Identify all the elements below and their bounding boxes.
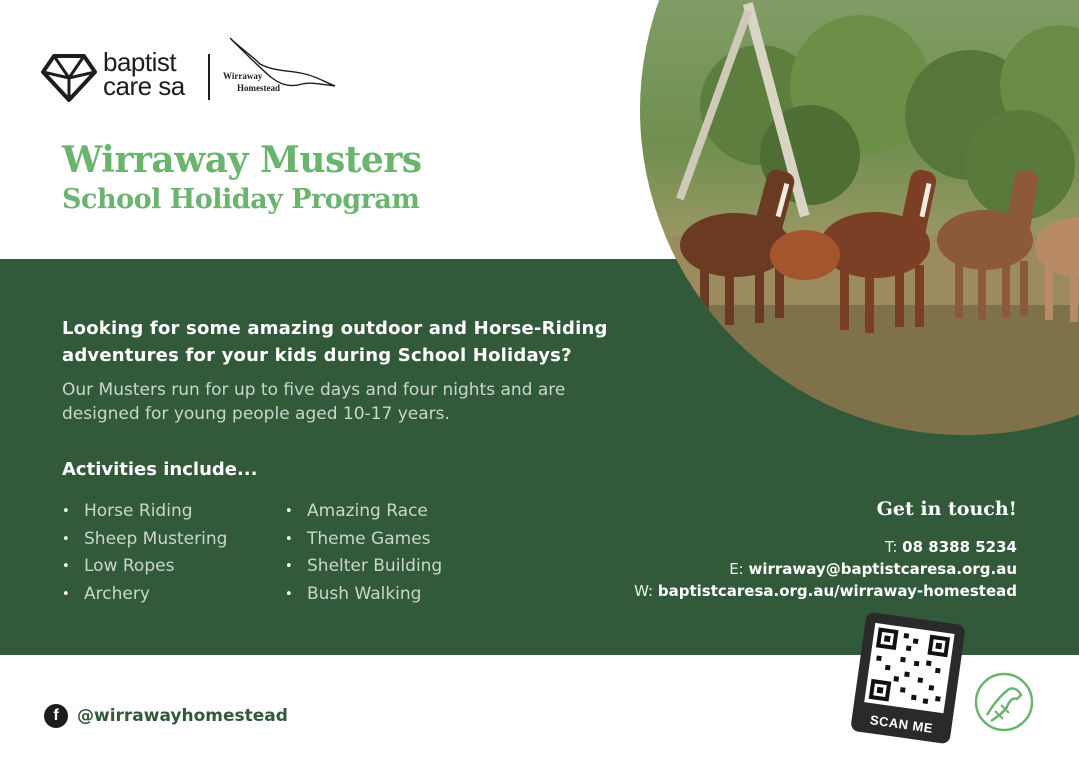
email-link[interactable]: wirraway@baptistcaresa.org.au [748, 560, 1017, 578]
list-item: • Theme Games [285, 526, 442, 554]
list-item: • Horse Riding [62, 498, 227, 526]
activities-heading: Activities include... [62, 459, 258, 480]
intro-description: Our Musters run for up to five days and four nights and are designed for young people aged 10-17 years. [62, 380, 566, 424]
activities-list-2 [285, 498, 442, 609]
logo-line-2: care sa [103, 71, 185, 101]
contact-block [634, 496, 1017, 602]
qr-code-icon [864, 623, 954, 713]
contact-phone-line [634, 536, 1017, 558]
web-label: W: [634, 582, 654, 600]
qr-caption: SCAN ME [869, 712, 934, 736]
web-link[interactable]: baptistcaresa.org.au/wirraway-homestead [657, 582, 1017, 600]
contact-web-line [634, 580, 1017, 602]
list-item: • Sheep Mustering [62, 526, 227, 554]
wirraway-wordmark [223, 70, 293, 94]
social-handle[interactable] [44, 703, 288, 729]
page-title: Wirraway Musters [62, 139, 422, 181]
email-label: E: [729, 560, 744, 578]
intro-lead: Looking for some amazing outdoor and Horse-Riding adventures for your kids during School Holidays? [62, 318, 608, 366]
baptist-care-wordmark [103, 47, 185, 101]
contact-email-line [634, 558, 1017, 580]
list-item: • Low Ropes [62, 553, 227, 581]
qr-code[interactable] [850, 612, 966, 745]
phone-label: T: [884, 538, 898, 556]
list-item: • Shelter Building [285, 553, 442, 581]
logo-line-1: baptist [103, 47, 177, 77]
phone-link[interactable]: 08 8388 5234 [902, 538, 1017, 556]
header-logos [40, 40, 350, 108]
baptist-care-logo-icon [40, 50, 98, 102]
list-item: • Amazing Race [285, 498, 442, 526]
list-item: • Bush Walking [285, 581, 442, 609]
contact-heading: Get in touch! [876, 498, 1017, 520]
partner-line-1: Wirraway [223, 71, 263, 81]
logo-divider [208, 54, 210, 100]
horses-photo [640, 0, 1079, 435]
facebook-icon: f [44, 704, 68, 728]
activities-list-1 [62, 498, 227, 609]
list-item: • Archery [62, 581, 227, 609]
page-subtitle: School Holiday Program [62, 184, 420, 215]
facebook-handle[interactable]: @wirrawayhomestead [77, 706, 288, 726]
partner-line-2: Homestead [237, 83, 280, 93]
horse-badge-icon [973, 671, 1035, 733]
